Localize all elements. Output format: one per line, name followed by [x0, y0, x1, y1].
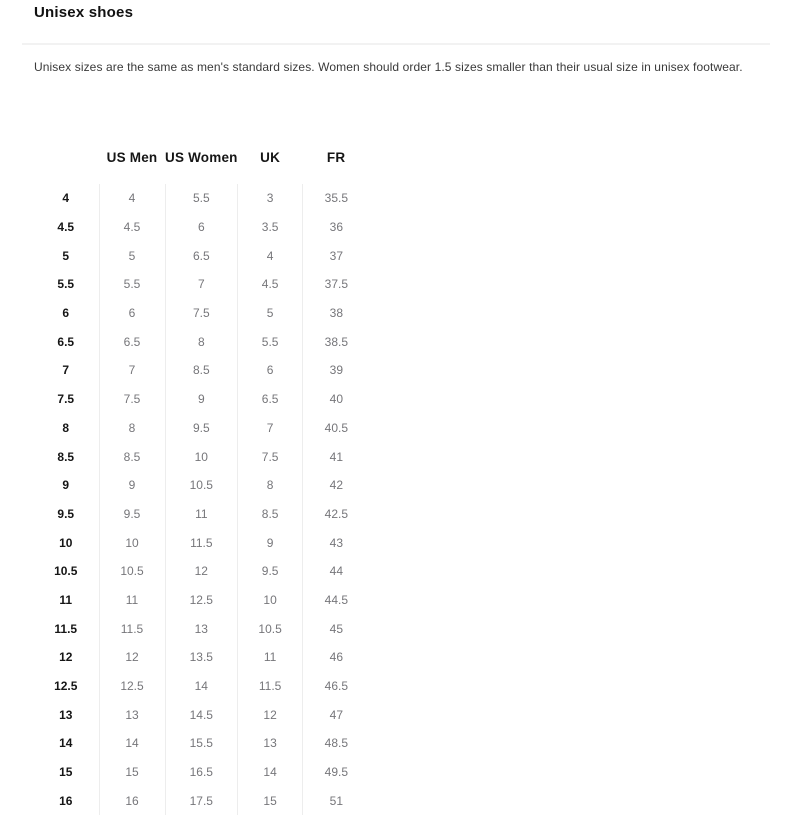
value-cell: 14 — [99, 729, 165, 758]
size-cell: 11.5 — [54, 621, 78, 636]
value-cell: 9 — [165, 385, 238, 414]
table-row — [33, 385, 370, 414]
value-cell: 7 — [99, 356, 165, 385]
value-cell: 11.5 — [99, 614, 165, 643]
size-cell: 6 — [62, 306, 70, 321]
size-cell: 13 — [59, 707, 73, 722]
value-cell: 44 — [303, 557, 370, 586]
table-row — [33, 327, 370, 356]
value-cell: 7.5 — [238, 442, 303, 471]
value-cell: 48.5 — [303, 729, 370, 758]
value-cell: 38.5 — [303, 327, 370, 356]
value-cell: 5 — [99, 241, 165, 270]
value-cell: 44.5 — [303, 586, 370, 615]
column-header-uk: UK — [260, 150, 281, 165]
value-cell: 14 — [165, 672, 238, 701]
value-cell: 12 — [238, 700, 303, 729]
value-cell: 4 — [99, 184, 165, 213]
value-cell: 4.5 — [238, 270, 303, 299]
table-row — [33, 643, 370, 672]
value-cell: 17.5 — [165, 786, 238, 815]
value-cell: 9.5 — [165, 414, 238, 443]
value-cell: 6 — [165, 213, 238, 242]
value-cell: 40.5 — [303, 414, 370, 443]
value-cell: 9.5 — [99, 500, 165, 529]
size-cell: 5 — [62, 248, 70, 263]
value-cell: 8.5 — [165, 356, 238, 385]
table-row — [33, 500, 370, 529]
value-cell: 35.5 — [303, 184, 370, 213]
value-cell: 13 — [238, 729, 303, 758]
value-cell: 15.5 — [165, 729, 238, 758]
value-cell: 6 — [238, 356, 303, 385]
value-cell: 6.5 — [165, 241, 238, 270]
table-row — [33, 471, 370, 500]
value-cell: 10.5 — [99, 557, 165, 586]
value-cell: 9.5 — [238, 557, 303, 586]
value-cell: 12 — [99, 643, 165, 672]
value-cell: 8 — [238, 471, 303, 500]
table-row — [33, 528, 370, 557]
table-row — [33, 557, 370, 586]
value-cell: 6.5 — [238, 385, 303, 414]
column-header-fr: FR — [326, 150, 346, 165]
value-cell: 7.5 — [99, 385, 165, 414]
value-cell: 41 — [303, 442, 370, 471]
column-header-us-men: US Men — [106, 150, 158, 165]
size-note: Unisex sizes are the same as men's standard sizes. Women should order 1.5 sizes smaller than their usual size in unisex footwear. — [34, 60, 743, 74]
value-cell: 8 — [165, 327, 238, 356]
table-row — [33, 213, 370, 242]
value-cell: 16 — [99, 786, 165, 815]
value-cell: 40 — [303, 385, 370, 414]
value-cell: 3.5 — [238, 213, 303, 242]
value-cell: 7.5 — [165, 299, 238, 328]
value-cell: 9 — [99, 471, 165, 500]
value-cell: 39 — [303, 356, 370, 385]
value-cell: 7 — [238, 414, 303, 443]
value-cell: 10 — [99, 528, 165, 557]
size-cell: 16 — [59, 793, 73, 808]
value-cell: 47 — [303, 700, 370, 729]
value-cell: 8 — [99, 414, 165, 443]
value-cell: 12 — [165, 557, 238, 586]
header-row — [33, 139, 370, 184]
value-cell: 13 — [99, 700, 165, 729]
value-cell: 6.5 — [99, 327, 165, 356]
table-row — [33, 700, 370, 729]
value-cell: 13 — [165, 614, 238, 643]
value-cell: 36 — [303, 213, 370, 242]
table-row — [33, 614, 370, 643]
table-row — [33, 729, 370, 758]
size-cell: 4.5 — [57, 220, 75, 235]
value-cell: 10 — [238, 586, 303, 615]
size-cell: 15 — [59, 765, 73, 780]
value-cell: 45 — [303, 614, 370, 643]
size-chart-header — [33, 139, 370, 184]
value-cell: 10.5 — [165, 471, 238, 500]
value-cell: 7 — [165, 270, 238, 299]
size-cell: 5.5 — [57, 277, 75, 292]
value-cell: 13.5 — [165, 643, 238, 672]
value-cell: 38 — [303, 299, 370, 328]
size-cell: 10.5 — [54, 564, 78, 579]
table-row — [33, 672, 370, 701]
value-cell: 11 — [165, 500, 238, 529]
size-cell: 8 — [62, 420, 70, 435]
size-cell: 12.5 — [54, 679, 78, 694]
value-cell: 12.5 — [99, 672, 165, 701]
page-title: Unisex shoes — [34, 4, 134, 21]
value-cell: 51 — [303, 786, 370, 815]
table-row — [33, 586, 370, 615]
table-row — [33, 241, 370, 270]
table-row — [33, 184, 370, 213]
value-cell: 4.5 — [99, 213, 165, 242]
value-cell: 12.5 — [165, 586, 238, 615]
size-cell: 11 — [59, 592, 73, 607]
value-cell: 4 — [238, 241, 303, 270]
size-cell: 4 — [62, 191, 70, 206]
value-cell: 5.5 — [165, 184, 238, 213]
value-cell: 14.5 — [165, 700, 238, 729]
table-row — [33, 270, 370, 299]
value-cell: 5 — [238, 299, 303, 328]
column-header-size — [33, 139, 99, 184]
value-cell: 6 — [99, 299, 165, 328]
value-cell: 15 — [99, 758, 165, 787]
value-cell: 8.5 — [238, 500, 303, 529]
column-header-us-women: US Women — [165, 150, 238, 165]
size-chart-body — [33, 184, 370, 815]
value-cell: 15 — [238, 786, 303, 815]
value-cell: 10 — [165, 442, 238, 471]
size-cell: 10 — [59, 535, 73, 550]
value-cell: 42.5 — [303, 500, 370, 529]
table-row — [33, 299, 370, 328]
size-cell: 12 — [59, 650, 73, 665]
value-cell: 43 — [303, 528, 370, 557]
size-cell: 9.5 — [57, 506, 75, 521]
value-cell: 11.5 — [165, 528, 238, 557]
value-cell: 46 — [303, 643, 370, 672]
value-cell: 10.5 — [238, 614, 303, 643]
value-cell: 37.5 — [303, 270, 370, 299]
size-cell: 7.5 — [57, 392, 75, 407]
table-row — [33, 442, 370, 471]
value-cell: 5.5 — [99, 270, 165, 299]
size-cell: 7 — [62, 363, 70, 378]
value-cell: 42 — [303, 471, 370, 500]
size-cell: 8.5 — [57, 449, 75, 464]
value-cell: 16.5 — [165, 758, 238, 787]
table-row — [33, 786, 370, 815]
value-cell: 11.5 — [238, 672, 303, 701]
value-cell: 11 — [99, 586, 165, 615]
value-cell: 8.5 — [99, 442, 165, 471]
value-cell: 5.5 — [238, 327, 303, 356]
value-cell: 11 — [238, 643, 303, 672]
value-cell: 46.5 — [303, 672, 370, 701]
table-row — [33, 414, 370, 443]
value-cell: 14 — [238, 758, 303, 787]
size-cell: 14 — [59, 736, 73, 751]
section-divider — [22, 43, 770, 45]
table-row — [33, 758, 370, 787]
size-cell: 6.5 — [57, 334, 75, 349]
size-cell: 9 — [62, 478, 70, 493]
value-cell: 9 — [238, 528, 303, 557]
size-chart-table — [33, 139, 370, 815]
value-cell: 37 — [303, 241, 370, 270]
table-row — [33, 356, 370, 385]
value-cell: 49.5 — [303, 758, 370, 787]
value-cell: 3 — [238, 184, 303, 213]
